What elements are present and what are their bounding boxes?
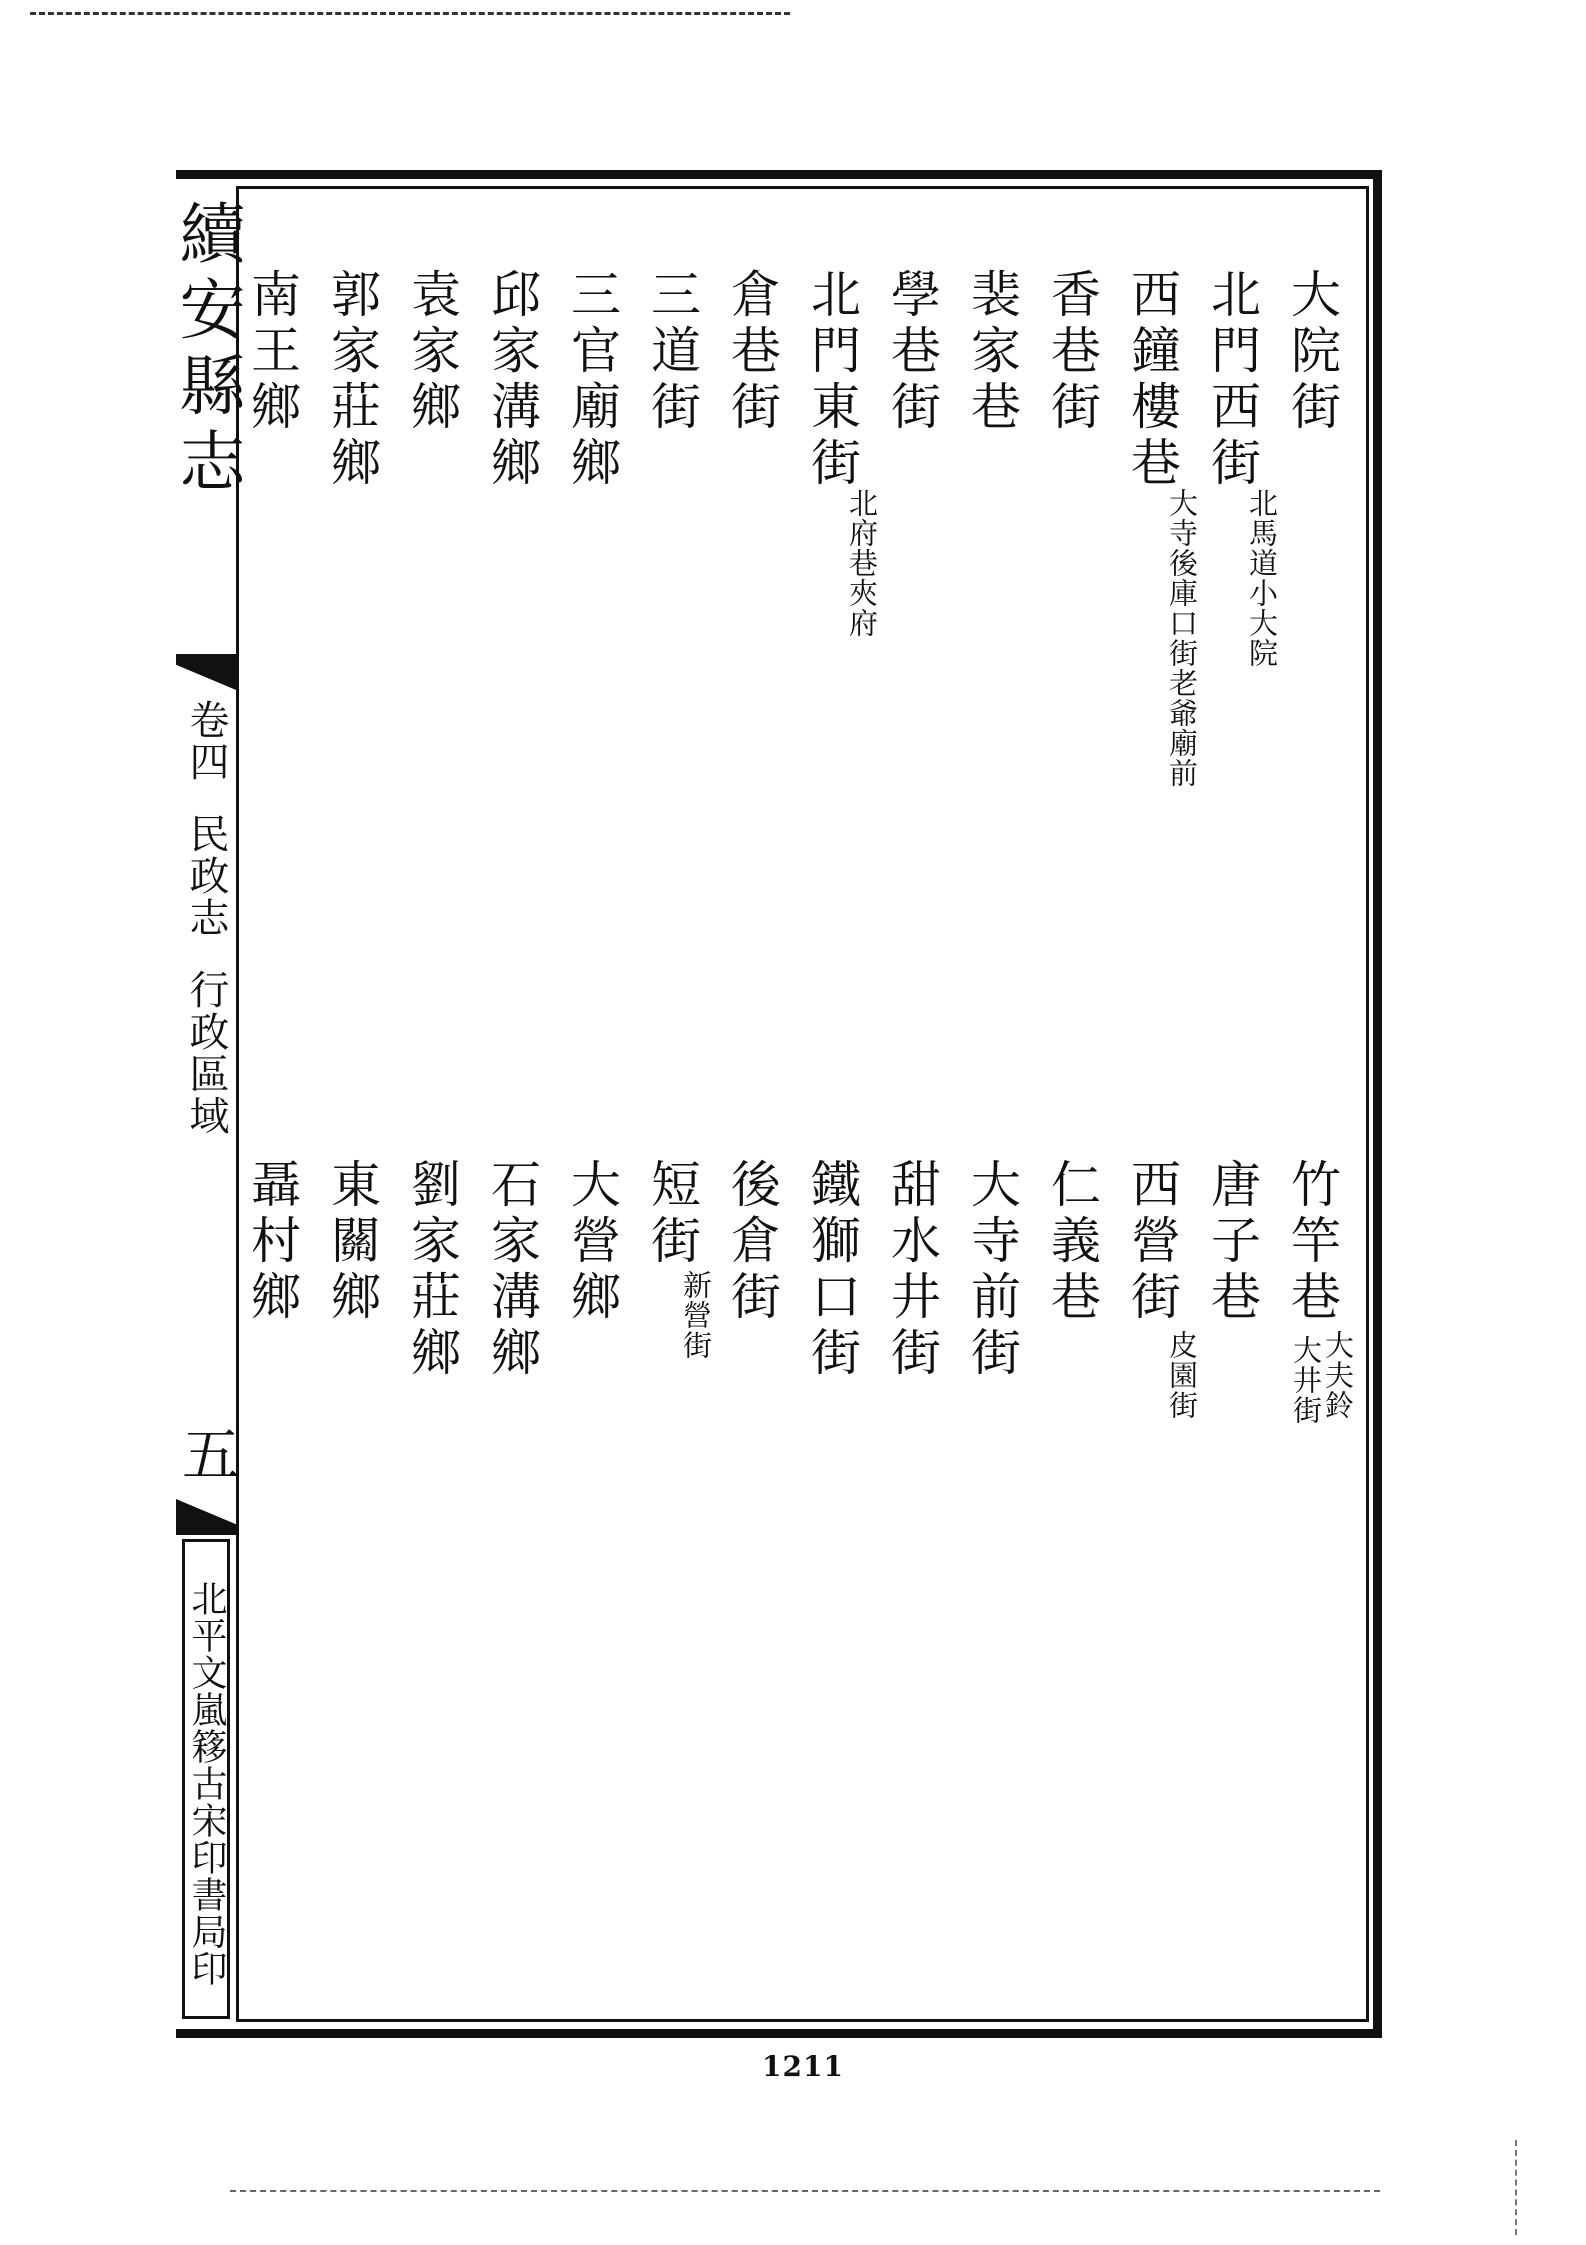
village-name: 東關鄉 <box>323 1158 381 1326</box>
street-note: 皮園街 <box>1165 1330 1199 1420</box>
village-name: 大營鄉 <box>563 1158 621 1326</box>
street-name: 竹竿巷 <box>1283 1158 1341 1326</box>
village-name: 袁家鄉 <box>403 268 461 436</box>
street-name: 裴家巷 <box>963 268 1021 436</box>
street-name: 大寺前街 <box>963 1158 1021 1382</box>
village-name: 石家溝鄉 <box>483 1158 541 1382</box>
street-name: 倉巷街 <box>723 268 781 436</box>
street-note: 大井街 <box>1289 1335 1323 1425</box>
street-name: 北門東街 <box>803 268 861 492</box>
village-name: 南王鄉 <box>243 268 301 436</box>
scan-edge-mark-bottom <box>230 2190 1380 2192</box>
press-imprint: 北平文嵐簃古宋印書局印 <box>182 1539 230 2019</box>
section-title: 民政志 <box>183 813 229 939</box>
street-name: 後倉街 <box>723 1158 781 1326</box>
village-name: 劉家莊鄉 <box>403 1158 461 1382</box>
banxin-strip <box>168 179 245 2029</box>
village-name: 邱家溝鄉 <box>483 268 541 492</box>
street-name: 學巷街 <box>883 268 941 436</box>
village-name: 郭家莊鄉 <box>323 268 381 492</box>
street-name: 鐵獅口街 <box>803 1158 861 1382</box>
street-name: 大院街 <box>1283 268 1341 436</box>
street-name: 香巷街 <box>1043 268 1101 436</box>
fishtail-mark-upper <box>176 654 236 690</box>
street-name: 三道街 <box>643 268 701 436</box>
street-note: 北府巷夾府 <box>845 488 879 638</box>
village-name: 聶村鄉 <box>243 1158 301 1326</box>
book-title: 續安縣志 <box>168 199 245 503</box>
subsection-title: 行政區域 <box>183 969 229 1137</box>
street-name: 短街 <box>643 1158 701 1270</box>
street-name: 西營街 <box>1123 1158 1181 1326</box>
street-name: 北門西街 <box>1203 268 1261 492</box>
volume-label: 卷四 <box>183 699 229 783</box>
street-name: 唐子巷 <box>1203 1158 1261 1326</box>
street-name: 仁義巷 <box>1043 1158 1101 1326</box>
scan-edge-mark-top <box>30 12 790 21</box>
street-note: 大夫鈴 <box>1321 1330 1355 1420</box>
street-note: 北馬道小大院 <box>1245 488 1279 668</box>
street-name: 甜水井街 <box>883 1158 941 1382</box>
village-name: 三官廟鄉 <box>563 268 621 492</box>
leaf-number: 五 <box>172 1424 240 1482</box>
scan-edge-mark-right <box>1515 2140 1517 2235</box>
fishtail-mark-lower <box>176 1499 236 1535</box>
street-note: 大寺後庫口街老爺廟前 <box>1165 488 1199 788</box>
street-name: 西鐘樓巷 <box>1123 268 1181 492</box>
page-number: 1211 <box>762 2050 844 2083</box>
street-note: 新營街 <box>679 1270 713 1360</box>
section-label <box>176 699 236 1137</box>
